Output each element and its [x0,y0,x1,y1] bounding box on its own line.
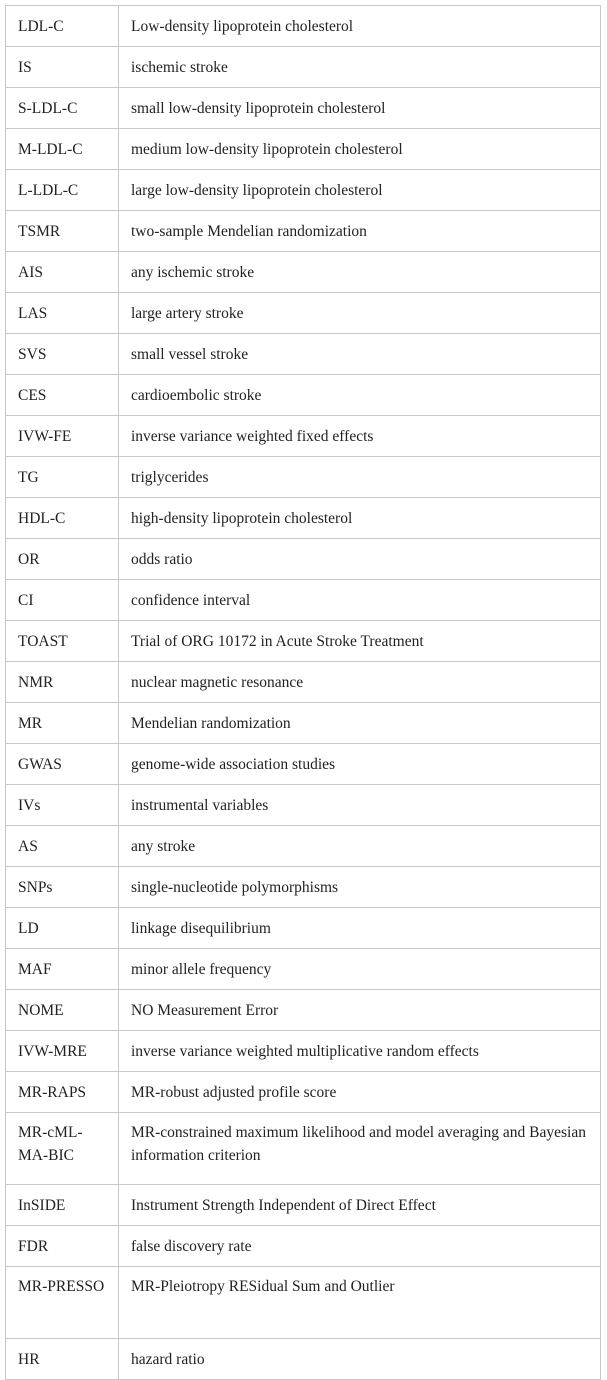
table-row [6,744,601,785]
table-row [6,1185,601,1226]
table-row [6,129,601,170]
definition-cell: Mendelian randomization [119,703,601,744]
definition-cell: single-nucleotide polymorphisms [119,867,601,908]
table-row [6,621,601,662]
table-row [6,703,601,744]
definition-cell: small low-density lipoprotein cholesterol [119,88,601,129]
abbreviations-table-body [6,6,601,1380]
definition-cell: false discovery rate [119,1226,601,1267]
definition-cell: large artery stroke [119,293,601,334]
definition-cell: small vessel stroke [119,334,601,375]
abbreviation-cell: TOAST [6,621,119,662]
table-row [6,1267,601,1339]
abbreviation-cell: HDL-C [6,498,119,539]
abbreviation-cell: MAF [6,949,119,990]
abbreviation-cell: LAS [6,293,119,334]
abbreviation-cell: FDR [6,1226,119,1267]
abbreviation-cell: IVW-FE [6,416,119,457]
abbreviation-cell: TSMR [6,211,119,252]
table-row [6,47,601,88]
definition-cell: any stroke [119,826,601,867]
definition-cell: confidence interval [119,580,601,621]
definition-cell: MR-robust adjusted profile score [119,1072,601,1113]
abbreviation-cell: LDL-C [6,6,119,47]
definition-cell: genome-wide association studies [119,744,601,785]
table-row [6,375,601,416]
abbreviation-cell: AS [6,826,119,867]
abbreviation-cell: MR-cML-MA-BIC [6,1113,119,1185]
definition-cell: large low-density lipoprotein cholesterol [119,170,601,211]
definition-cell: MR-constrained maximum likelihood and model averaging and Bayesian information criterion [119,1113,601,1185]
abbreviation-cell: M-LDL-C [6,129,119,170]
abbreviation-cell: OR [6,539,119,580]
table-row [6,1031,601,1072]
table-row [6,88,601,129]
table-row [6,457,601,498]
abbreviation-cell: MR-RAPS [6,1072,119,1113]
abbreviation-cell: CES [6,375,119,416]
table-row [6,416,601,457]
definition-cell: high-density lipoprotein cholesterol [119,498,601,539]
definition-cell: nuclear magnetic resonance [119,662,601,703]
definition-cell: two-sample Mendelian randomization [119,211,601,252]
abbreviation-cell: IS [6,47,119,88]
abbreviation-cell: CI [6,580,119,621]
table-row [6,334,601,375]
definition-cell: hazard ratio [119,1339,601,1380]
table-row [6,211,601,252]
abbreviation-cell: NMR [6,662,119,703]
table-row [6,170,601,211]
abbreviation-cell: NOME [6,990,119,1031]
abbreviation-cell: L-LDL-C [6,170,119,211]
definition-cell: ischemic stroke [119,47,601,88]
abbreviation-cell: MR [6,703,119,744]
definition-cell: triglycerides [119,457,601,498]
abbreviation-cell: LD [6,908,119,949]
table-row [6,949,601,990]
definition-cell: any ischemic stroke [119,252,601,293]
table-row [6,252,601,293]
abbreviation-cell: IVW-MRE [6,1031,119,1072]
definition-cell: minor allele frequency [119,949,601,990]
table-row [6,826,601,867]
definition-cell: inverse variance weighted fixed effects [119,416,601,457]
definition-cell: Trial of ORG 10172 in Acute Stroke Treatment [119,621,601,662]
table-row [6,1226,601,1267]
abbreviation-cell: S-LDL-C [6,88,119,129]
definition-cell: NO Measurement Error [119,990,601,1031]
abbreviation-cell: GWAS [6,744,119,785]
abbreviation-cell: HR [6,1339,119,1380]
abbreviation-cell: SNPs [6,867,119,908]
definition-cell: odds ratio [119,539,601,580]
abbreviation-cell: TG [6,457,119,498]
definition-cell: instrumental variables [119,785,601,826]
abbreviations-table [5,5,601,1380]
table-row [6,662,601,703]
table-row [6,908,601,949]
table-row [6,498,601,539]
table-row [6,293,601,334]
abbreviation-cell: InSIDE [6,1185,119,1226]
table-row [6,785,601,826]
definition-cell: cardioembolic stroke [119,375,601,416]
definition-cell: MR-Pleiotropy RESidual Sum and Outlier [119,1267,601,1339]
table-row [6,1339,601,1380]
table-row [6,6,601,47]
table-row [6,1113,601,1185]
table-row [6,1072,601,1113]
table-row [6,580,601,621]
definition-cell: inverse variance weighted multiplicative random effects [119,1031,601,1072]
abbreviation-cell: AIS [6,252,119,293]
definition-cell: Low-density lipoprotein cholesterol [119,6,601,47]
definition-cell: Instrument Strength Independent of Direct Effect [119,1185,601,1226]
abbreviation-cell: MR-PRESSO [6,1267,119,1339]
table-row [6,867,601,908]
definition-cell: linkage disequilibrium [119,908,601,949]
definition-cell: medium low-density lipoprotein cholesterol [119,129,601,170]
table-row [6,990,601,1031]
abbreviation-cell: IVs [6,785,119,826]
abbreviation-cell: SVS [6,334,119,375]
table-row [6,539,601,580]
